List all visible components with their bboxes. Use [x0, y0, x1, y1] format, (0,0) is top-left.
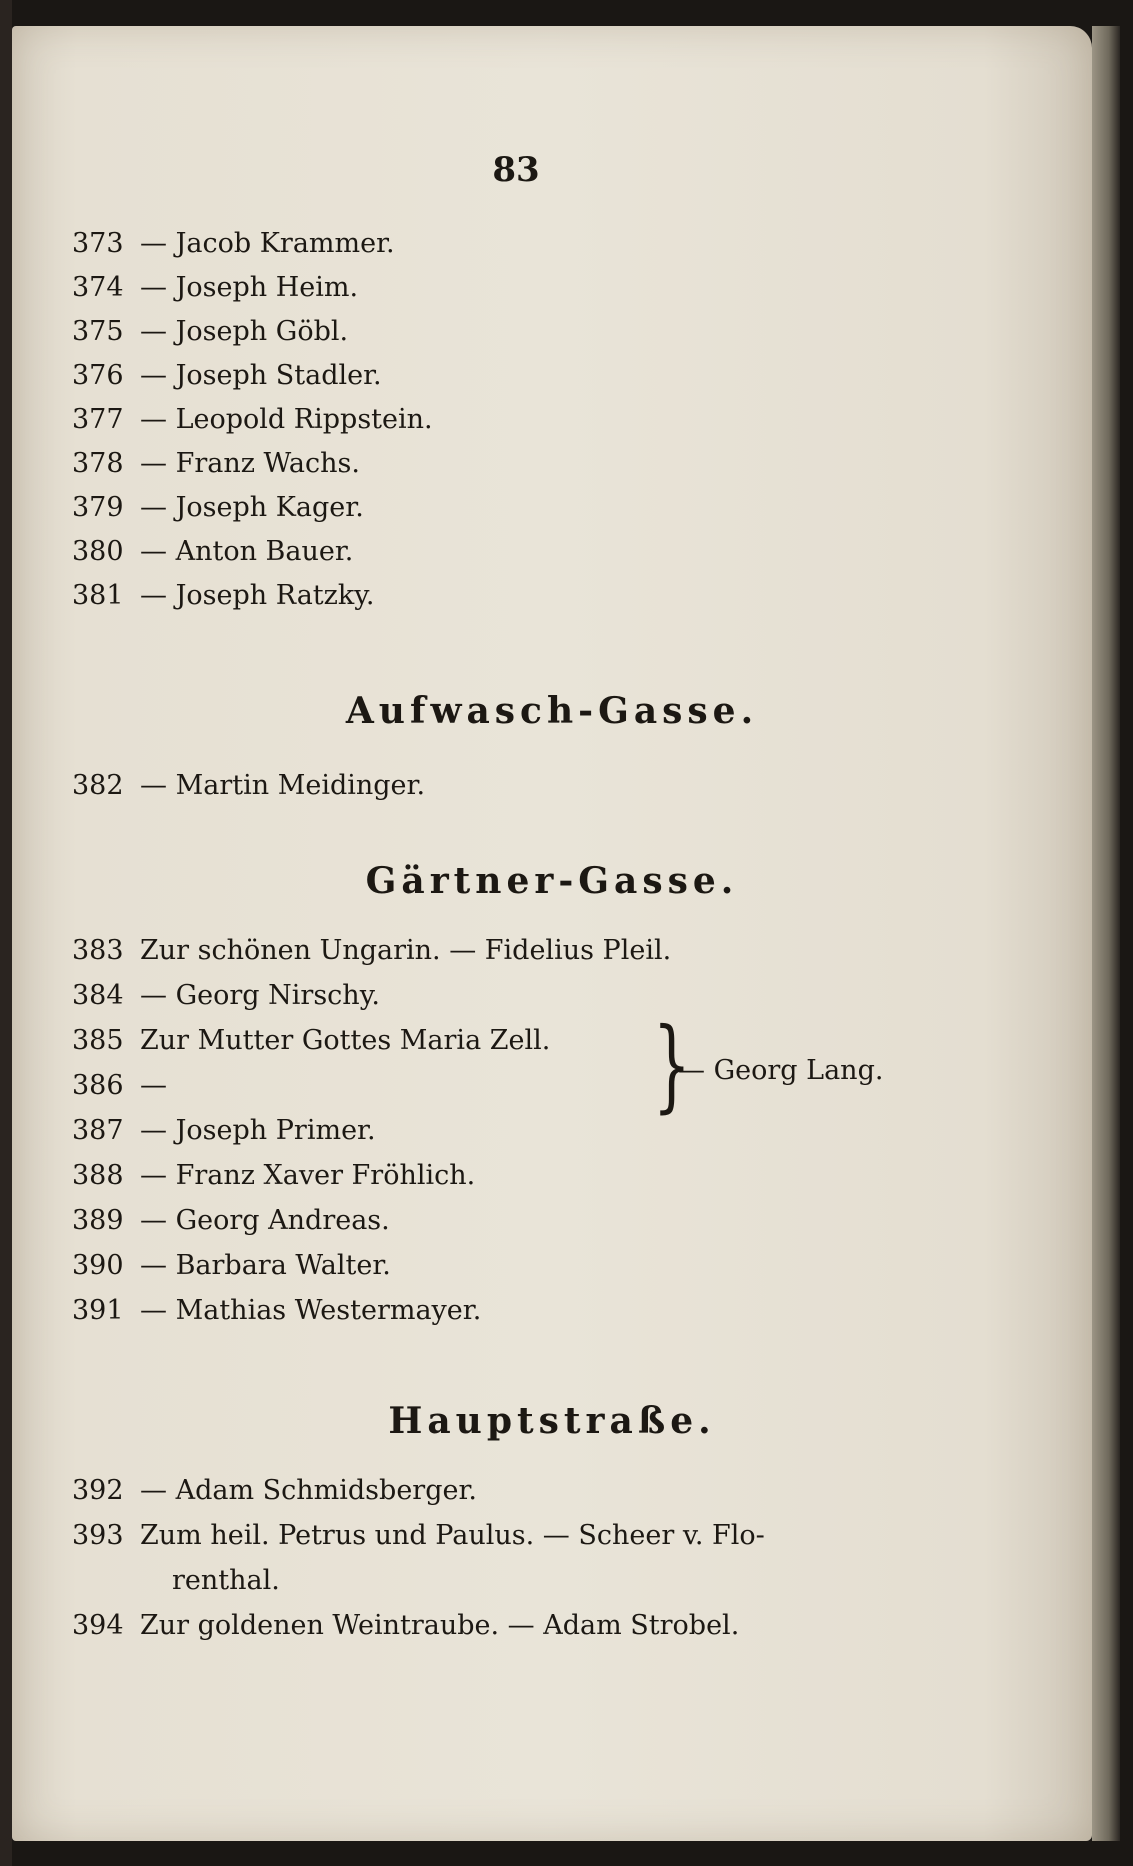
house-number: 379 [72, 492, 124, 523]
section-heading: Aufwasch-Gasse. [345, 690, 759, 732]
entry-text: Zur Mutter Gottes Maria Zell. [140, 1025, 551, 1056]
house-number: 375 [72, 316, 124, 347]
house-number: 386 [72, 1070, 124, 1101]
entry-text: — Joseph Stadler. [140, 360, 382, 391]
entry-text: — Franz Wachs. [140, 448, 360, 479]
entry-text: — Leopold Rippstein. [140, 404, 433, 435]
entry-text: Zur schönen Ungarin. — Fidelius Pleil. [140, 935, 672, 966]
entry-text: — Joseph Heim. [140, 272, 359, 303]
house-number: 392 [72, 1475, 124, 1506]
entry-text-continuation: renthal. [172, 1565, 280, 1596]
book-binding-edge [0, 0, 12, 1866]
house-number: 391 [72, 1295, 124, 1326]
entry-text: — Franz Xaver Fröhlich. [140, 1160, 476, 1191]
house-number: 393 [72, 1520, 124, 1551]
house-number: 382 [72, 770, 124, 801]
curly-brace-icon: } [652, 1006, 691, 1123]
house-number: 373 [72, 228, 124, 259]
house-number: 376 [72, 360, 124, 391]
entry-text: — Joseph Kager. [140, 492, 364, 523]
entry-text: — Joseph Primer. [140, 1115, 376, 1146]
entry-text: — Anton Bauer. [140, 536, 354, 567]
house-number: 380 [72, 536, 124, 567]
house-number: 388 [72, 1160, 124, 1191]
entry-text: Zum heil. Petrus und Paulus. — Scheer v. Flo- [140, 1520, 765, 1551]
entry-text: — Georg Nirschy. [140, 980, 380, 1011]
entry-text: — Joseph Ratzky. [140, 580, 375, 611]
entry-text: — [140, 1070, 167, 1101]
brace-entry-text: — Georg Lang. [678, 1055, 884, 1086]
house-number: 389 [72, 1205, 124, 1236]
section-heading: Hauptstraße. [388, 1400, 716, 1442]
house-number: 377 [72, 404, 124, 435]
section-heading: Gärtner-Gasse. [365, 860, 739, 902]
house-number: 381 [72, 580, 124, 611]
page-stack-edge [1092, 26, 1120, 1841]
entry-text: — Joseph Göbl. [140, 316, 349, 347]
entry-text: — Martin Meidinger. [140, 770, 426, 801]
entry-text: — Georg Andreas. [140, 1205, 390, 1236]
entry-text: — Barbara Walter. [140, 1250, 391, 1281]
house-number: 374 [72, 272, 124, 303]
house-number: 384 [72, 980, 124, 1011]
house-number: 385 [72, 1025, 124, 1056]
house-number: 390 [72, 1250, 124, 1281]
entry-text: Zur goldenen Weintraube. — Adam Strobel. [140, 1610, 740, 1641]
bleed-through-mark [700, 235, 1000, 265]
house-number: 383 [72, 935, 124, 966]
entry-text: — Mathias Westermayer. [140, 1295, 482, 1326]
house-number: 378 [72, 448, 124, 479]
entry-text: — Jacob Krammer. [140, 228, 395, 259]
entry-text: — Adam Schmidsberger. [140, 1475, 477, 1506]
page-number: 83 [492, 150, 540, 190]
house-number: 387 [72, 1115, 124, 1146]
house-number: 394 [72, 1610, 124, 1641]
